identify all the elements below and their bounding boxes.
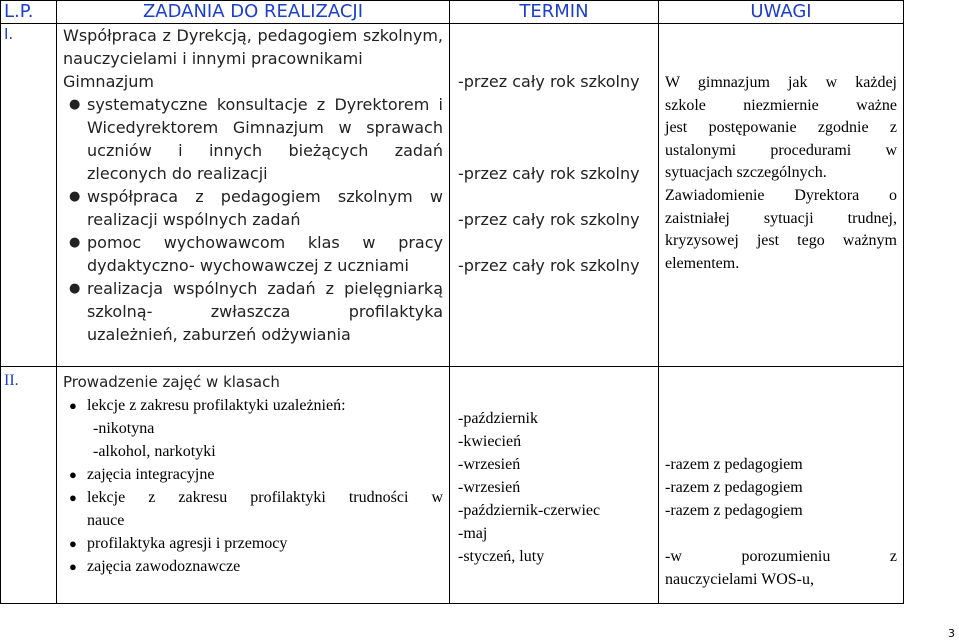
list-item: ● zajęcia zawodoznawcze <box>57 555 443 578</box>
section-1-row <box>1 24 904 367</box>
sub-item: -alkohol, narkotyki <box>93 443 216 460</box>
list-item: ● współpraca z pedagogiem szkolnym w realizacji wspólnych zadań <box>69 187 443 229</box>
uwagi-entry: -w porozumieniu z <box>665 548 897 565</box>
uwagi-entry: -razem z pedagogiem <box>665 456 803 473</box>
section-2-row <box>1 367 904 604</box>
list-item: ● systematyczne konsultacje z Dyrektorem i Wicedyrektorem Gimnazjum w sprawach uczniów i innych bieżących zadań zleconych do realizacji <box>69 95 443 183</box>
bullet-icon: ● <box>69 235 81 250</box>
bullet-icon: ● <box>69 559 77 574</box>
termin-entry: -przez cały rok szkolny <box>458 164 640 183</box>
bullet-icon: ● <box>69 536 77 551</box>
termin-entry: -styczeń, luty <box>458 548 545 565</box>
section-2-termin <box>450 367 659 604</box>
page-number: 3 <box>948 627 955 640</box>
list-item: ● profilaktyka agresji i przemocy <box>57 532 443 555</box>
termin-entry: -wrzesień <box>458 456 521 473</box>
sub-item: -nikotyna <box>93 420 155 437</box>
section-2-number: II. <box>4 372 19 389</box>
header-zadania: ZADANIA DO REALIZACJI <box>57 1 450 24</box>
termin-entry: -maj <box>458 525 488 542</box>
section-1-tasks <box>57 24 450 367</box>
termin-entry: -przez cały rok szkolny <box>458 256 640 275</box>
termin-entry: -wrzesień <box>458 479 521 496</box>
header-termin: TERMIN <box>450 1 659 24</box>
section-2-uwagi <box>659 367 904 604</box>
termin-entry: -październik-czerwiec <box>458 502 601 519</box>
section-1-list <box>57 93 449 346</box>
bullet-icon: ● <box>69 97 81 112</box>
section-1-title-2: nauczycielami i innymi pracownikami Gimnazjum <box>63 49 363 91</box>
section-2-tasks <box>57 367 450 604</box>
section-1-number: I. <box>4 25 14 43</box>
uwagi-entry: -razem z pedagogiem <box>665 502 803 519</box>
list-item: ● lekcje z zakresu profilaktyki trudności w nauce <box>57 486 443 532</box>
section-1-uwagi: W gimnazjum jak w każdej szkole niezmiernie ważne jest postępowanie zgodnie z ustalonymi procedurami w sytuacjach szczególnych. Zawiadomienie Dyrektora o zaistniałej sytuacji trudnej, kryzysowej jest tego ważnym elementem. <box>659 24 904 367</box>
list-item: ● zajęcia integracyjne <box>57 463 443 486</box>
header-lp: L.P. <box>1 1 57 24</box>
list-item: ● lekcje z zakresu profilaktyki uzależnień: <box>57 394 443 417</box>
section-1-termin <box>450 24 659 367</box>
termin-entry: -kwiecień <box>458 433 522 450</box>
termin-entry: -przez cały rok szkolny <box>458 210 640 229</box>
section-2-title: Prowadzenie zajęć w klasach <box>63 373 280 391</box>
section-1-title: Współpraca z Dyrekcją, pedagogiem szkolnym, <box>63 26 443 45</box>
termin-entry: -przez cały rok szkolny <box>458 72 640 91</box>
uwagi-entry: -razem z pedagogiem <box>665 479 803 496</box>
bullet-icon: ● <box>69 281 81 296</box>
termin-entry: -październik <box>458 410 538 427</box>
bullet-icon: ● <box>69 189 81 204</box>
bullet-icon: ● <box>69 490 77 505</box>
section-2-list <box>57 394 449 417</box>
table-header-row <box>1 1 904 24</box>
bullet-icon: ● <box>69 467 77 482</box>
list-item: ● realizacja wspólnych zadań z pielęgniarką szkolną- zwłaszcza profilaktyka uzależnień, zaburzeń odżywiania <box>69 279 443 344</box>
uwagi-entry: nauczycielami WOS-u, <box>665 571 814 588</box>
bullet-icon: ● <box>69 398 77 413</box>
list-item: ● pomoc wychowawcom klas w pracy dydaktyczno- wychowawczej z uczniami <box>69 233 443 275</box>
header-uwagi: UWAGI <box>659 1 904 24</box>
